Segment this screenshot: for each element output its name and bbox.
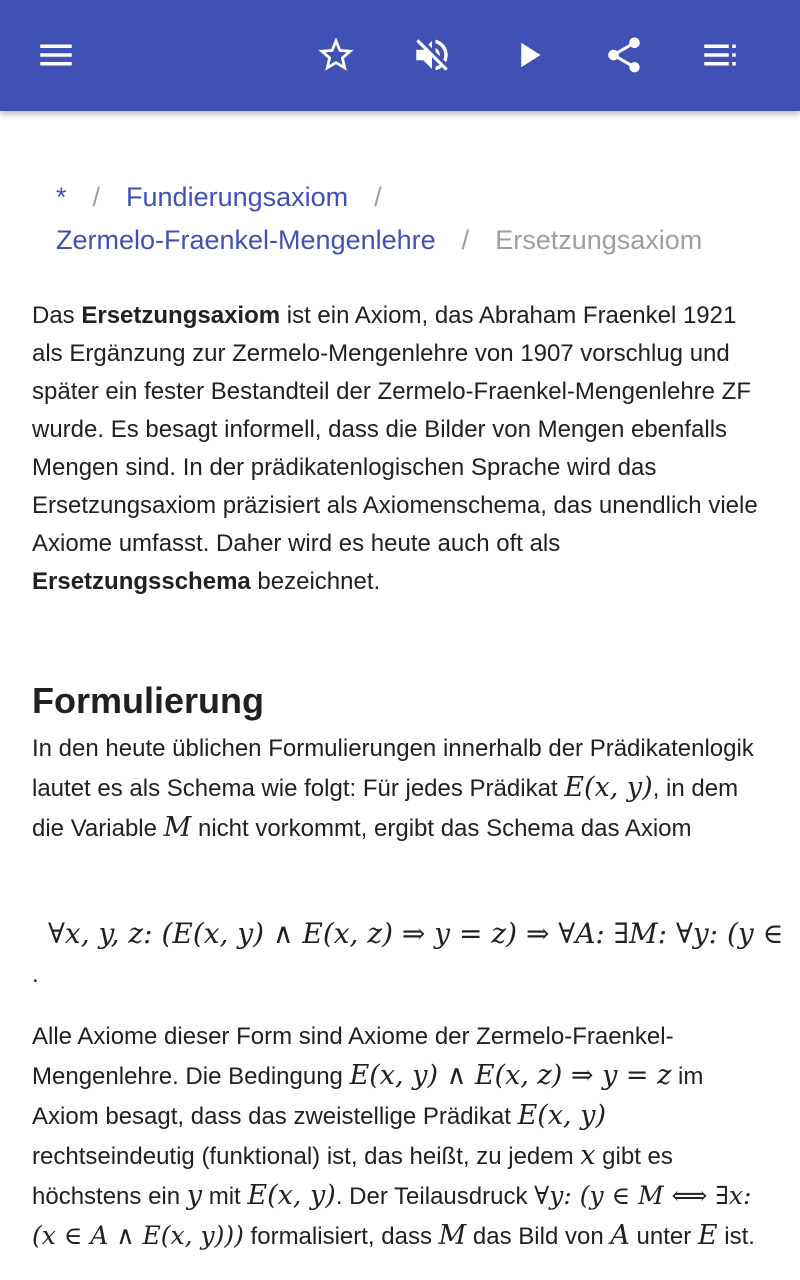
term-ersetzungsaxiom: Ersetzungsaxiom bbox=[81, 302, 281, 329]
body-text: gibt es höchstens ein bbox=[32, 1143, 673, 1210]
formula-terminator: . bbox=[32, 961, 39, 988]
menu-button[interactable] bbox=[32, 31, 80, 79]
body-text: im Axiom besagt, dass das zweistellige Prädikat bbox=[32, 1063, 704, 1130]
intro-text: ist ein Axiom, das Abraham Fraenkel 1921 als Ergänzung zur Zermelo-Mengenlehre von 1907 vorschlug und später ein fester Bestandteil der Zermelo-Fraenkel-Mengenlehre ZF wurde. Es besagt informell, dass die Bilder von Mengen ebenfalls Mengen sind. In der prädikatenlogischen Sprache wird das Ersetzungsaxiom präzisiert als Axiomenschema, das unendlich viele Axiome umfasst. Daher wird es heute auch oft als bbox=[32, 302, 758, 557]
share-icon bbox=[603, 34, 645, 76]
star-icon bbox=[315, 34, 357, 76]
body-text: nicht vorkommt, ergibt das Schema das Axiom bbox=[191, 815, 692, 842]
math-inline: E(x, y) ∧ E(x, z) ⇒ y = z bbox=[349, 1060, 672, 1091]
breadcrumb-link-home[interactable]: * bbox=[56, 182, 67, 212]
body-text: . Der Teilausdruck bbox=[335, 1183, 535, 1210]
breadcrumb-separator: / bbox=[461, 225, 470, 255]
math-inline: x bbox=[580, 1140, 596, 1171]
explanation-paragraph bbox=[32, 993, 772, 1280]
breadcrumb-separator: / bbox=[374, 182, 382, 212]
share-button[interactable] bbox=[600, 31, 648, 79]
math-inline: M bbox=[438, 1220, 467, 1251]
math-inline: ∀y: (y ∈ M ⟺ ∃x: (x ∈ A ∧ E(x, y))) bbox=[32, 1181, 752, 1250]
body-text: mit bbox=[202, 1183, 248, 1210]
breadcrumb bbox=[56, 176, 776, 262]
bookmark-button[interactable] bbox=[312, 31, 360, 79]
body-text: ist. bbox=[717, 1223, 755, 1250]
breadcrumb-separator: / bbox=[92, 182, 101, 212]
section-heading: Formulierung bbox=[32, 680, 264, 721]
intro-text: Das bbox=[32, 302, 82, 329]
math-inline: E(x, y) bbox=[564, 772, 653, 803]
menu-icon bbox=[35, 34, 77, 76]
math-inline: M bbox=[163, 812, 192, 843]
table-of-contents-button[interactable] bbox=[696, 31, 744, 79]
term-ersetzungsschema: Ersetzungsschema bbox=[32, 568, 251, 595]
playlist-icon bbox=[699, 34, 741, 76]
mute-button[interactable] bbox=[408, 31, 456, 79]
math-inline: E(x, y) bbox=[517, 1100, 607, 1131]
math-inline: y bbox=[186, 1180, 203, 1211]
play-button[interactable] bbox=[506, 31, 554, 79]
body-text: rechtseindeutig (funktional) ist, das heißt, zu jedem bbox=[32, 1143, 581, 1170]
body-text: das Bild von bbox=[466, 1223, 611, 1250]
body-text: Alle Axiome dieser Form sind Axiome der Zermelo-Fraenkel-Mengenlehre. Die Bedingung bbox=[32, 1023, 674, 1090]
breadcrumb-link-zermelo-fraenkel[interactable]: Zermelo-Fraenkel-Mengenlehre bbox=[56, 225, 436, 255]
body-text: formalisiert, dass bbox=[243, 1223, 439, 1250]
play-icon bbox=[509, 34, 551, 76]
formulation-paragraph bbox=[32, 729, 772, 848]
axiom-formula: ∀x, y, z: (E(x, y) ∧ E(x, z) ⇒ y = z) ⇒ ∀A: ∃M: ∀y: (y ∈ bbox=[48, 917, 784, 950]
body-text: In den heute üblichen Formulierungen innerhalb der Prädikatenlogik lautet es als Schema wie folgt: Für jedes Prädikat bbox=[32, 735, 754, 802]
math-inline: E bbox=[697, 1220, 718, 1251]
body-text: unter bbox=[629, 1223, 698, 1250]
app-toolbar bbox=[0, 0, 800, 111]
intro-text: bezeichnet. bbox=[250, 568, 381, 595]
volume-off-icon bbox=[411, 34, 453, 76]
intro-paragraph bbox=[32, 297, 772, 601]
math-inline: A bbox=[610, 1220, 630, 1251]
breadcrumb-current: Ersetzungsaxiom bbox=[495, 225, 703, 255]
body-text: , in dem die Variable bbox=[32, 775, 739, 842]
breadcrumb-link-fundierungsaxiom[interactable]: Fundierungsaxiom bbox=[126, 182, 349, 212]
math-inline: E(x, y) bbox=[247, 1180, 336, 1211]
